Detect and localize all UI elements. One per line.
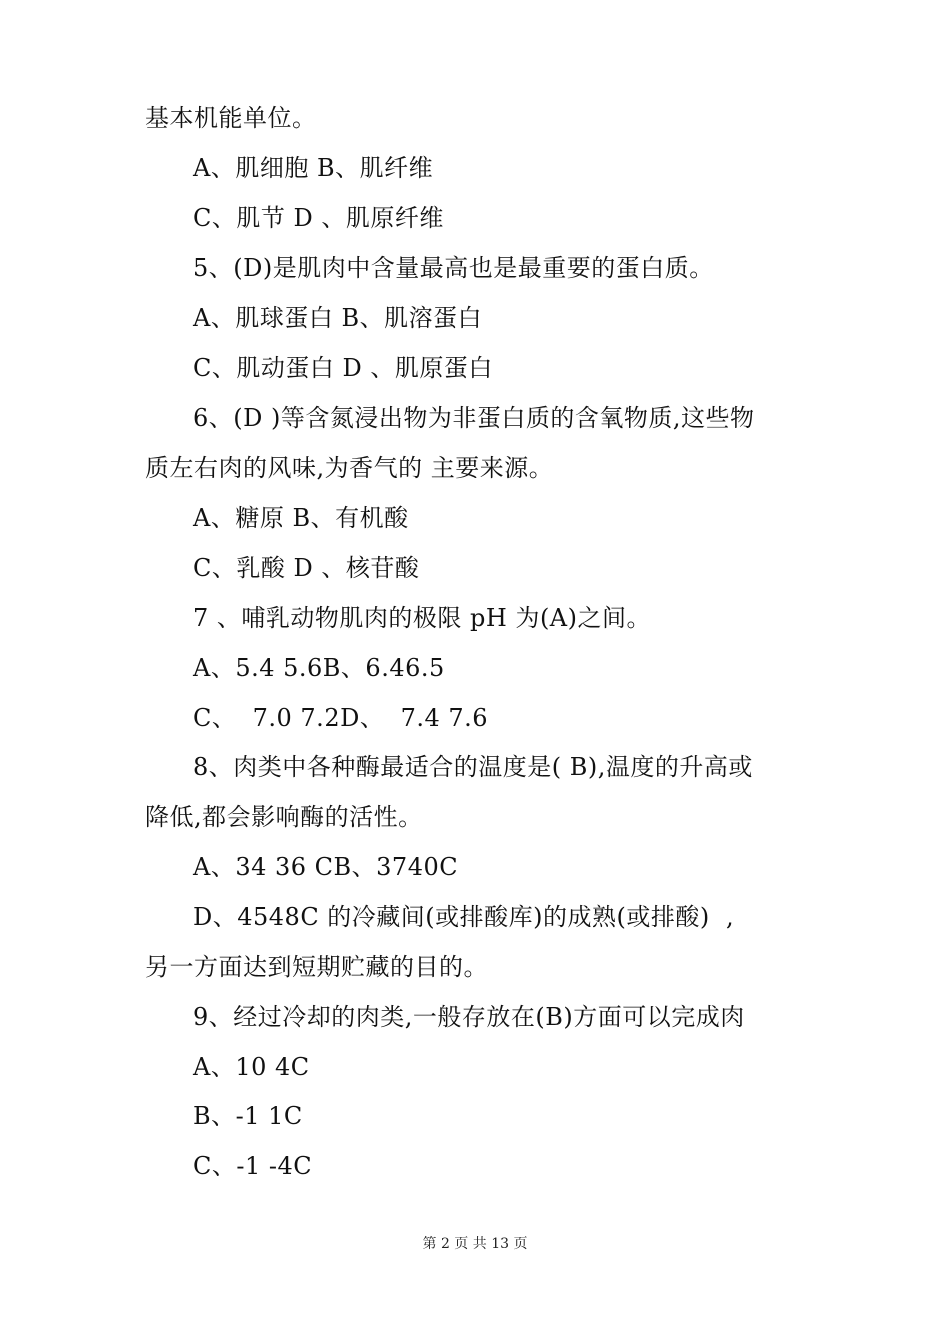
question-6: 6、(D )等含氮浸出物为非蛋白质的含氧物质,这些物 <box>193 404 755 432</box>
option-line: C、肌节 D 、肌原纤维 <box>193 204 444 232</box>
question-9: 9、经过冷却的肉类,一般存放在(B)方面可以完成肉 <box>193 1003 745 1031</box>
option-line: C、肌动蛋白 D 、肌原蛋白 <box>193 354 493 382</box>
option-line: A、34 36 CB、3740C <box>193 853 459 881</box>
page-number-footer: 第 2 页 共 13 页 <box>422 1236 528 1252</box>
option-line: C、乳酸 D 、核苷酸 <box>193 554 420 582</box>
option-line: A、肌球蛋白 B、肌溶蛋白 <box>193 304 483 332</box>
text-line: 另一方面达到短期贮藏的目的。 <box>145 953 488 981</box>
option-line: C、 7.0 7.2D、 7.4 7.6 <box>193 704 489 732</box>
text-line: 降低,都会影响酶的活性。 <box>145 803 423 831</box>
option-line: C、-1 -4C <box>193 1152 313 1180</box>
question-7: 7 、哺乳动物肌肉的极限 pH 为(A)之间。 <box>193 604 652 632</box>
question-8: 8、肉类中各种酶最适合的温度是( B),温度的升高或 <box>193 753 753 781</box>
option-line: A、10 4C <box>193 1053 310 1081</box>
option-line: B、-1 1C <box>193 1102 303 1130</box>
option-line: A、糖原 B、有机酸 <box>193 504 409 532</box>
option-line: A、5.4 5.6B、6.46.5 <box>193 654 445 682</box>
text-line: 基本机能单位。 <box>145 104 317 132</box>
question-5: 5、(D)是肌肉中含量最高也是最重要的蛋白质。 <box>193 254 714 282</box>
option-line: A、肌细胞 B、肌纤维 <box>193 154 434 182</box>
text-line: 质左右肉的风味,为香气的 主要来源。 <box>145 454 554 482</box>
option-line: D、4548C 的冷藏间(或排酸库)的成熟(或排酸) , <box>193 903 735 931</box>
